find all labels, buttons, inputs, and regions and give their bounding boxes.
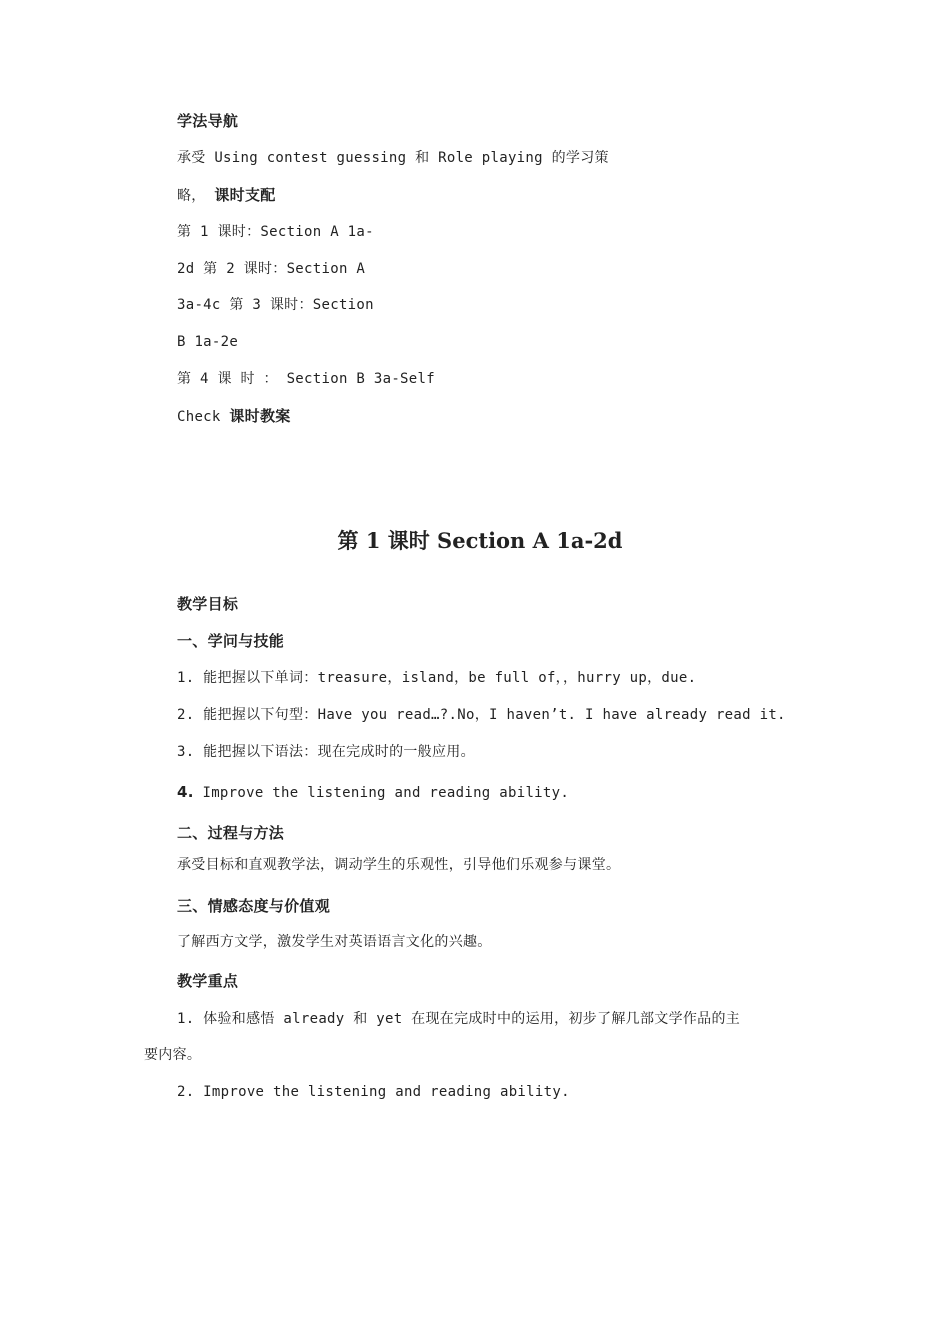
objective-item <box>177 782 569 803</box>
schedule-line: B 1a-2e <box>177 334 239 350</box>
objective-item: 2. 能把握以下句型：Have you read…?.No，I haven’t. I have already read it. <box>177 707 786 723</box>
key-point-item-continued: 要内容。 <box>144 1047 202 1063</box>
schedule-line: 2d 第 2 课时：Section A <box>177 261 366 277</box>
study-guide-line <box>177 185 276 206</box>
attitude-values-text: 了解西方文学，激发学生对英语语言文化的兴趣。 <box>177 934 492 950</box>
objective-item: 3. 能把握以下语法：现在完成时的一般应用。 <box>177 744 475 760</box>
schedule-line: 第 4 课 时 ： Section B 3a-Self <box>177 371 435 387</box>
objective-item: 1. 能把握以下单词：treasure，island，be full of，，hurry up，due. <box>177 670 697 686</box>
knowledge-skills-heading: 一、学问与技能 <box>177 632 285 650</box>
objectives-heading: 教学目标 <box>177 595 239 613</box>
key-point-item: 1. 体验和感悟 already 和 yet 在现在完成时中的运用，初步了解几部文学作品的主 <box>177 1011 741 1027</box>
attitude-values-heading: 三、情感态度与价值观 <box>177 897 331 915</box>
schedule-line: 第 1 课时：Section A 1a- <box>177 224 374 240</box>
lesson-plan-heading: 课时教案 <box>229 407 291 425</box>
study-guide-text: 略， <box>177 188 206 204</box>
lesson-title: 第 1 课时 Section A 1a-2d <box>337 528 623 553</box>
key-points-heading: 教学重点 <box>177 972 239 990</box>
study-guide-heading: 学法导航 <box>177 112 239 130</box>
schedule-line <box>177 406 291 427</box>
objective-text: Improve the listening and reading ability. <box>193 785 570 801</box>
schedule-heading: 课时支配 <box>214 186 276 204</box>
schedule-text: Check <box>177 409 230 425</box>
process-method-text: 承受目标和直观教学法，调动学生的乐观性，引导他们乐观参与课堂。 <box>177 857 621 873</box>
key-point-item: 2. Improve the listening and reading ability. <box>177 1084 570 1100</box>
schedule-line: 3a-4c 第 3 课时：Section <box>177 297 374 313</box>
process-method-heading: 二、过程与方法 <box>177 824 285 842</box>
study-guide-line: 承受 Using contest guessing 和 Role playing 的学习策 <box>177 150 609 166</box>
objective-number: 4. <box>177 783 194 801</box>
